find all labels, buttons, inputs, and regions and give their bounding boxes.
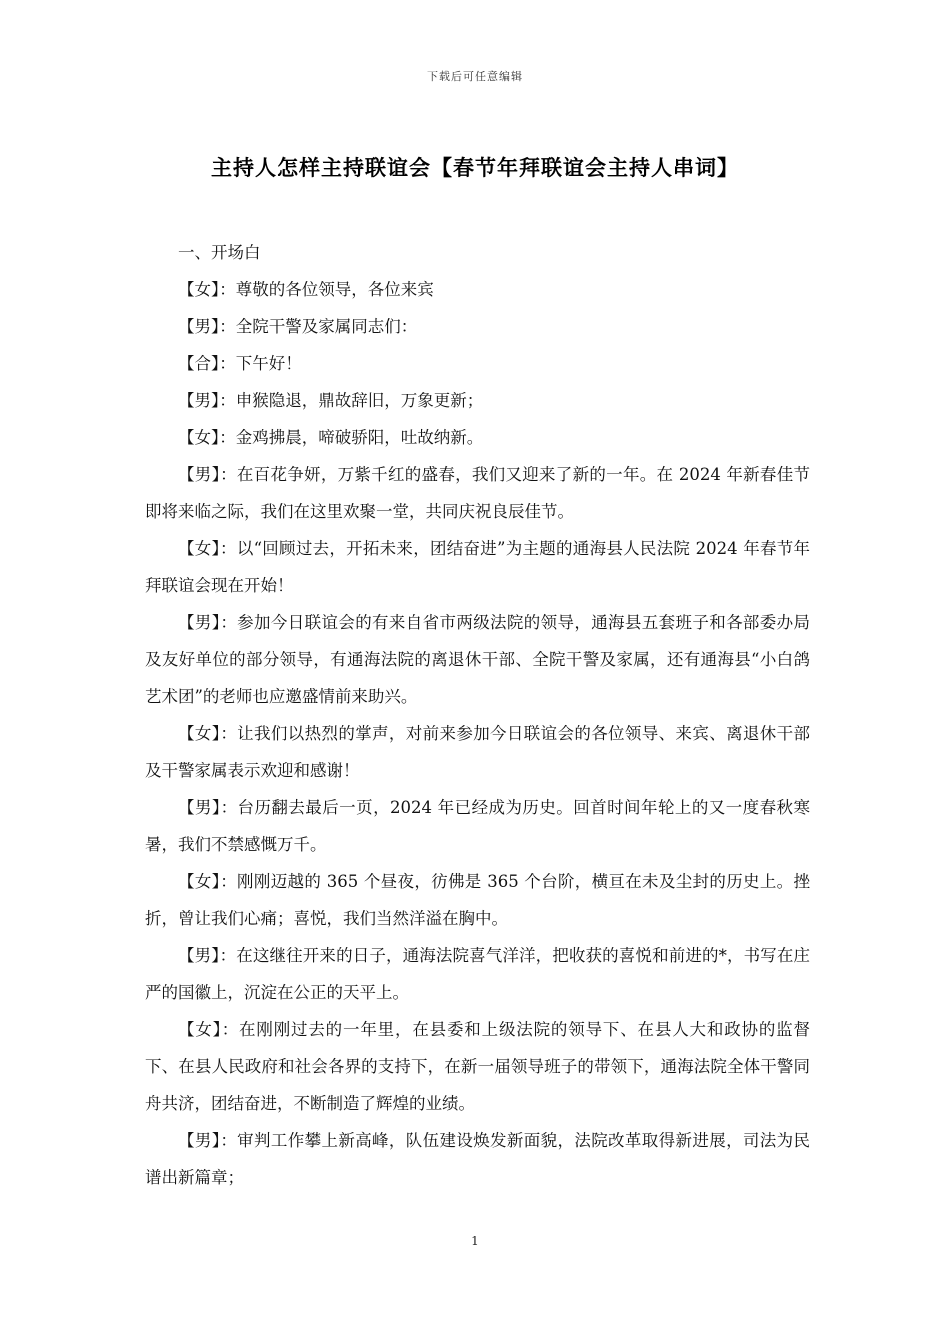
section-heading: 一、开场白	[178, 243, 261, 262]
paragraph: 【男】：在这继往开来的日子，通海法院喜气洋洋，把收获的喜悦和前进的*，书写在庄严的国徽上，沉淀在公正的天平上。	[145, 946, 810, 1002]
header-note: 下载后可任意编辑	[427, 70, 523, 83]
paragraph: 【合】：下午好！	[178, 354, 302, 373]
paragraph: 【女】：刚刚迈越的 365 个昼夜，彷佛是 365 个台阶，横亘在未及尘封的历史上。挫折，曾让我们心痛；喜悦，我们当然洋溢在胸中。	[145, 872, 810, 928]
paragraph: 【男】：台历翻去最后一页，2024 年已经成为历史。回首时间年轮上的又一度春秋寒暑，我们不禁感慨万千。	[145, 798, 810, 854]
document-body	[145, 234, 810, 1196]
paragraph: 【男】：参加今日联谊会的有来自省市两级法院的领导，通海县五套班子和各部委办局及友好单位的部分领导，有通海法院的离退休干部、全院干警及家属，还有通海县“小白鸽艺术团”的老师也应邀盛情前来助兴。	[145, 613, 810, 706]
paragraph: 【男】：审判工作攀上新高峰，队伍建设焕发新面貌，法院改革取得新进展，司法为民谱出新篇章；	[145, 1131, 810, 1187]
paragraph: 【女】：以“回顾过去，开拓未来，团结奋进”为主题的通海县人民法院 2024 年春节年拜联谊会现在开始！	[145, 539, 810, 595]
paragraph: 【女】：金鸡拂晨，啼破骄阳，吐故纳新。	[178, 428, 484, 447]
paragraph: 【男】：在百花争妍，万紫千红的盛春，我们又迎来了新的一年。在 2024 年新春佳节即将来临之际，我们在这里欢聚一堂，共同庆祝良辰佳节。	[145, 465, 810, 521]
document-title: 主持人怎样主持联谊会【春节年拜联谊会主持人串词】	[211, 155, 739, 180]
paragraph: 【男】：申猴隐退，鼎故辞旧，万象更新；	[178, 391, 484, 410]
paragraph: 【女】：让我们以热烈的掌声，对前来参加今日联谊会的各位领导、来宾、离退休干部及干警家属表示欢迎和感谢！	[145, 724, 810, 780]
paragraph: 【男】：全院干警及家属同志们：	[178, 317, 418, 336]
page-number: 1	[471, 1234, 479, 1248]
paragraph: 【女】：在刚刚过去的一年里，在县委和上级法院的领导下、在县人大和政协的监督下、在县人民政府和社会各界的支持下，在新一届领导班子的带领下，通海法院全体干警同舟共济，团结奋进，不断制造了辉煌的业绩。	[145, 1020, 810, 1113]
paragraph: 【女】：尊敬的各位领导，各位来宾	[178, 280, 434, 299]
